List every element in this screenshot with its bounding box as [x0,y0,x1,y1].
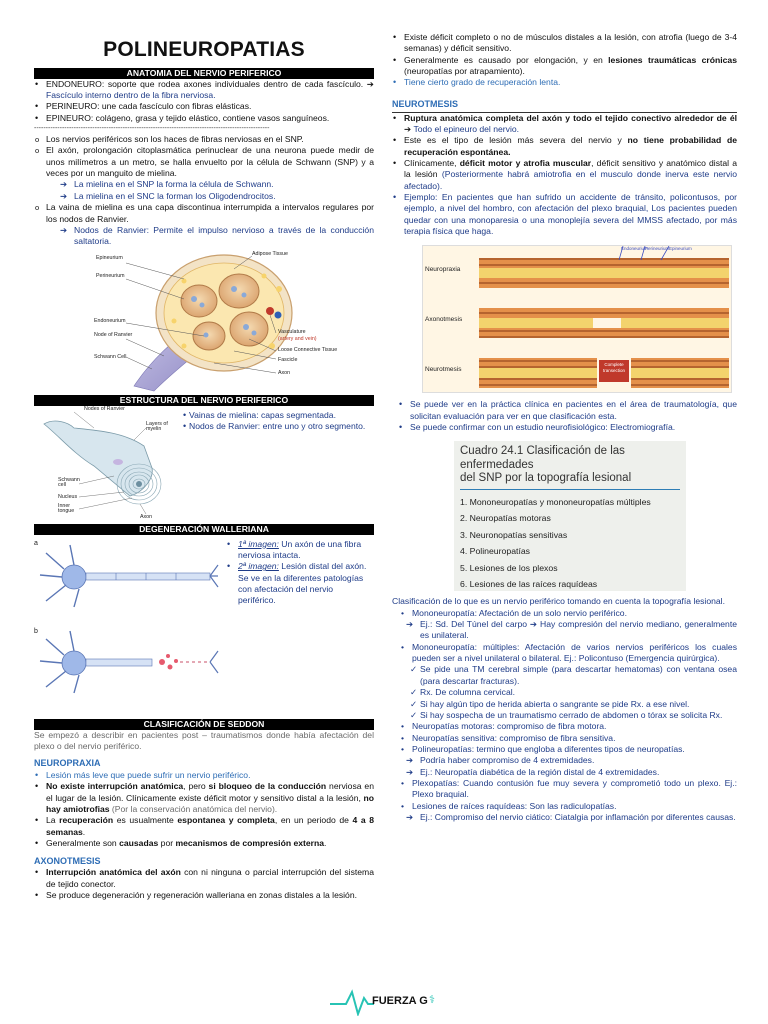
anatomia-list [34,79,374,124]
section-header-anatomia: ANATOMIA DEL NERVIO PERIFERICO [34,68,374,79]
bullet-icon: • [401,800,405,811]
cuadro-title-2: del SNP por la topografía lesional [460,472,680,490]
arrow-icon: ➔ [406,619,414,630]
list-item: • ENDONEURO: soporte que rodea axones individuales dentro de cada fascículo. ➔ Fascículo interno dentro de la fibra nerviosa. [34,79,374,102]
list-item: • Tiene cierto grado de recuperación lenta. [392,77,737,88]
list-item: • Este es el tipo de lesión más severa del nervio y no tiene probabilidad de recuperación espontánea. [392,135,737,158]
label-image-b: b [34,627,38,635]
bullet-icon: • [401,743,405,754]
vaina-list [34,202,374,225]
list-item-text: Si hay algún tipo de herida abierta o sangrante se pide Rx. a ese nivel. [420,698,690,709]
cuadro-table [454,441,686,591]
list-item: • Lesión más leve que puede sufrir un nervio periférico. [34,770,374,781]
cuadro-item: 1. Mononeuropatías y mononeuropatías múltiples [460,497,651,508]
list-item [392,664,737,687]
label-inner-tongue: Inner tongue [58,502,75,515]
label-layers-of-myelin: Layers of myelin [146,420,168,433]
divider: ----------------------------------------------------------------------------------------------------- [34,125,270,133]
list-item [392,755,737,766]
label-endoneurium: Endoneurium [94,317,126,324]
myelin-note-snc: ➔ La mielina en el SNC la forman los Oligodendrocitos. [60,190,276,201]
arrow-icon: ➔ [406,755,414,766]
cuadro-title-1: Cuadro 24.1 Clasificación de las enfermedades [460,445,625,471]
wallerian-degeneration-illustration [34,535,220,715]
list-item-text: Ej.: Neuropatía diabética de la región distal de 4 extremidades. [420,766,660,777]
label-axon: Axon [278,369,291,376]
neuron-b [40,631,218,693]
label-epineurium: Epineurium [669,246,692,252]
list-item: • Se puede ver en la práctica clínica en pacientes en el área de traumatología, que solicitan evaluación para ver en que clasificación esta. [398,399,737,422]
label-image-a: a [34,539,38,547]
section-header-estructura: ESTRUCTURA DEL NERVIO PERIFERICO [34,395,374,406]
check-icon: ✓ [410,709,418,720]
list-item [392,608,737,619]
label-epineurium: Epineurium [96,254,123,261]
list-item [392,699,737,710]
clasificacion-intro: Clasificación de lo que es un nervio periférico tomando en cuenta la topografía lesional. [392,596,725,607]
label-perineurium: Perineurium [645,246,670,252]
list-item [392,733,737,744]
list-item-text: Mononeuropatía: Afectación de un solo nervio periférico. [412,607,627,618]
list-item: • Vainas de mielina: capas segmentada. [182,410,372,421]
estructura-list [182,410,372,433]
list-item [392,767,737,778]
label-neuropraxia: Neuropraxia [425,266,461,274]
label-loose-connective: Loose Connective Tissue [278,346,338,353]
seddon-checks [398,399,737,433]
neurotmesis-title: NEUROTMESIS [392,99,737,113]
list-item: • Se produce degeneración y regeneración walleriana en zonas distales a la lesión. [34,890,374,901]
list-item [392,812,737,823]
axonotmesis-list-left [34,867,374,901]
nerve-cross-section-illustration [34,251,374,393]
list-item: • Ruptura anatómica completa del axón y todo el tejido conectivo alrededor de él ➔ Todo el epineuro del nervio. [392,113,737,136]
list-item-text: Se pide una TM cerebral simple (para descartar hematomas) con ventana osea (para descartar fracturas). [420,664,737,686]
list-item-text: Ej.: Sd. Del Túnel del carpo ➔ Hay compresión del nervio mediano, generalmente es unilateral. [420,619,737,641]
label-schwann-cell: Schwann Cell [94,353,127,360]
arrow-icon: ➔ [406,766,414,777]
bullet-icon: • [401,607,405,618]
label-perineurium: Perineurium [96,272,125,279]
right-column [392,32,737,823]
check-icon: ✓ [410,664,418,675]
arrow-icon: ➔ [406,811,414,822]
anatomia-points [34,134,374,179]
label-node-of-ranvier: Node of Ranvier [94,331,133,338]
arrow-icon: ➔ [366,78,374,89]
clasificacion-list [392,608,737,824]
label-fascicle: Fascicle [278,356,298,363]
list-item-text: Neuropatías sensitiva: compromiso de fibra sensitiva. [412,732,616,743]
list-item: o Los nervios periféricos son los haces de fibras nerviosas en el SNP. [34,134,374,145]
left-column [34,0,374,901]
label-adipose-tissue: Adipose Tissue [252,250,288,257]
list-item-text: Rx. De columna cervical. [420,687,516,698]
check-icon: ✓ [410,687,418,698]
list-item [392,642,737,665]
neurotmesis-list [392,113,737,238]
bullet-icon: • [401,721,405,732]
list-item: • Se puede confirmar con un estudio neurofisiológico: Electromiografía. [398,422,737,433]
degeneracion-block [34,535,374,715]
seddon-intro: Se empezó a describir en pacientes post – traumatismos donde había afectación del plexo o del nervio periférico. [34,729,374,751]
neuropraxia-title: NEUROPRAXIA [34,758,101,769]
label-neurotmesis: Neurotmesis [425,366,462,374]
section-header-degeneracion: DEGENERACIÓN WALLERIANA [34,524,374,535]
list-item: • Clínicamente, déficit motor y atrofia muscular, déficit sensitivo y anatómico distal a la lesión (Posteriormente habrá amiotrofia en el musculo donde inerva este nervio afectado). [392,158,737,192]
label-nodes-of-ranvier: Nodes of Ranvier [84,405,125,412]
cuadro-item: 3. Neuronopatías sensitivas [460,529,568,540]
list-item: • 2ª imagen: Lesión distal del axón. Se ve en la diferentes patologías con afectación del nervio periférico. [226,561,372,606]
list-item: • No existe interrupción anatómica, pero si bloqueo de la conducción nerviosa en el lugar de la lesión. Clínicamente existe déficit motor y sensitivo distal a la lesión, no hay amiotrofias (Por la conservación anatómica del nervio). [34,781,374,815]
list-item: o La vaina de mielina es una capa discontinua interrumpida a intervalos regulares por los nodos de Ranvier. [34,202,374,225]
list-item-text: Neuropatías motoras: compromiso de fibra motora. [412,721,607,732]
seddon-nerve-diagram [423,246,733,394]
arrow-icon: ➔ [404,123,412,134]
cuadro-item: 5. Lesiones de los plexos [460,562,558,573]
neuropraxia-list [34,770,374,849]
logo-text: FUERZA G [372,995,428,1007]
list-item: • Generalmente es causado por elongación, y en lesiones traumáticas crónicas (neuropatías por atrapamiento). [392,55,737,78]
degeneracion-list [226,539,372,607]
label-nucleus: Nucleus [58,493,78,500]
list-item-text: Plexopatías: Cuando contusión fue muy severa y comprometió todo un plexo. Ej.: Plexo braquial. [412,777,737,800]
list-item [392,721,737,732]
bullet-icon: • [401,732,405,743]
ranvier-note: ➔ Nodos de Ranvier: Permite el impulso nervioso a través de la conducción saltatoria. [60,224,374,247]
label-complete-transection: Complete transection [602,362,625,373]
list-item: • EPINEURO: colágeno, grasa y tejido elástico, contiene vasos sanguíneos. [34,113,374,124]
list-item [392,710,737,721]
neuron-a [40,545,218,607]
list-item: • La recuperación es usualmente espontanea y completa, en un periodo de 4 a 8 semanas. [34,815,374,838]
caduceus-icon: ⚕ [429,994,435,1006]
list-item-text: Mononeuropatía: múltiples: Afectación de varios nervios periféricos los cuales pueden ser a nivel unilateral o bilateral. Ej.: Policontuso (Emergencia quirúrgica). [412,641,737,664]
label-vasculature-sub: (artery and vein) [278,335,317,342]
list-item-text: Podría haber compromiso de 4 extremidades. [420,755,595,766]
label-axon: Axon [140,513,153,520]
label-vasculature: Vasculature [278,328,306,335]
list-item: • PERINEURO: une cada fascículo con fibras elásticas. [34,101,374,112]
seddon-diagram [422,245,732,393]
nerve-anatomy-figure [34,251,374,393]
cuadro-item: 2. Neuropatías motoras [460,513,551,524]
list-item-text: Polineuropatías: termino que engloba a diferentes tipos de neuropatías. [412,743,685,754]
list-item: • Ejemplo: En pacientes que han sufrido un accidente de tránsito, policontusos, por ejemplo, a nivel del hombro, con afectación del plexo braquial, Los pacientes pueden quedar con una monoparesia o una monoplejía severa del MMSS afectado, por más terapia física que haga. [392,192,737,237]
label-schwann-cell: Schwann cell [58,476,80,489]
list-item [392,619,737,642]
cuadro-item: 6. Lesiones de las raíces raquídeas [460,578,598,589]
bullet-icon: • [401,641,405,652]
list-item [392,778,737,801]
axonotmesis-title: AXONOTMESIS [34,855,101,866]
list-item [392,801,737,812]
fuerza-g-logo [328,986,458,1016]
section-header-seddon: CLASIFICACIÓN DE SEDDON [34,719,374,730]
list-item [392,744,737,755]
list-item-text: Si hay sospecha de un traumatismo cerrado de abdomen o tórax se solicita Rx. [420,709,723,720]
list-item-text: Lesiones de raíces raquídeas: Son las radiculopatías. [412,800,617,811]
arrow-icon: ➔ [60,179,68,190]
list-item: • Nodos de Ranvier: entre uno y otro segmento. [182,421,372,432]
bullet-icon: • [401,777,405,788]
arrow-icon: ➔ [60,224,68,235]
cuadro-item: 4. Polineuropatías [460,546,531,557]
myelin-note-snp: ➔ La mielina en el SNP la forma la célula de Schwann. [60,179,274,190]
cuadro-list [460,494,680,592]
axonotmesis-list-right [392,32,737,89]
list-item: • Existe déficit completo o no de músculos distales a la lesión, con atrofia (luego de 3-4 semanas) y déficit sensitivo. [392,32,737,55]
list-item: • 1ª imagen: Un axón de una fibra nerviosa intacta. [226,539,372,562]
list-item [392,687,737,698]
label-endoneurium: Endoneurium [621,246,648,252]
estructura-block [34,406,374,522]
list-item: • Interrupción anatómica del axón con ni ninguna o parcial interrupción del sistema de tejido conector. [34,867,374,890]
list-item: • Generalmente son causadas por mecanismos de compresión externa. [34,838,374,849]
arrow-icon: ➔ [60,190,68,201]
check-icon: ✓ [410,698,418,709]
list-item-text: Ej.: Compromiso del nervio ciático: Ciatalgia por inflamación por diferentes causas. [420,811,736,822]
label-axonotmesis: Axonotmesis [425,316,463,324]
list-item: o El axón, prolongación citoplasmática perinuclear de una neurona puede medir de unos milímetros a un metro, se halla envuelto por la célula de Schwann (SNP) y a veces por un manguito de mielina. [34,145,374,179]
page-title: POLINEUROPATIAS [103,38,305,61]
